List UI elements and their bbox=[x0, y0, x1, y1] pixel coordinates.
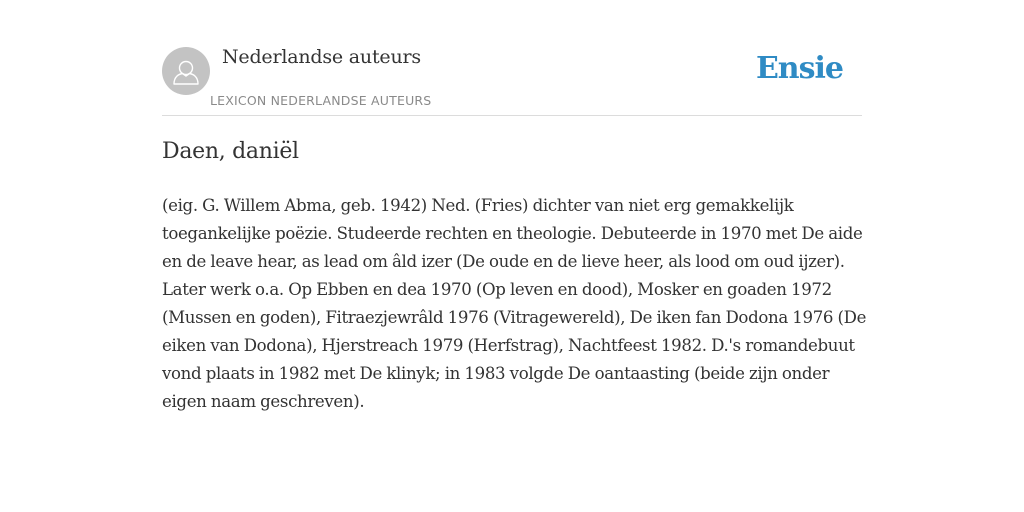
source-subtitle: LEXICON NEDERLANDSE AUTEURS bbox=[210, 93, 432, 108]
entry-card bbox=[162, 0, 867, 512]
source-avatar[interactable] bbox=[162, 47, 210, 95]
header-divider bbox=[162, 115, 862, 116]
user-silhouette-icon bbox=[162, 47, 210, 95]
entry-body: (eig. G. Willem Abma, geb. 1942) Ned. (Fries) dichter van niet erg gemakkelijk toegankelijke poëzie. Studeerde rechten en theologie. Debuteerde in 1970 met De aide en de leave hear, as lead om âld izer (De oude en de lieve heer, als lood om oud ijzer). Later werk o.a. Op Ebben en dea 1970 (Op leven en dood), Mosker en goaden 1972 (Mussen en goden), Fitraezjewrâld 1976 (Vitragewereld), De iken fan Dodona 1976 (De eiken van Dodona), Hjerstreach 1979 (Herfstrag), Nachtfeest 1982. D.'s romandebuut vond plaats in 1982 met De klinyk; in 1983 volgde De oantaasting (beide zijn onder eigen naam geschreven). bbox=[162, 196, 867, 411]
ensie-logo[interactable]: Ensie bbox=[755, 51, 843, 86]
entry-title: Daen, daniël bbox=[162, 139, 299, 164]
source-name[interactable]: Nederlandse auteurs bbox=[222, 46, 421, 68]
